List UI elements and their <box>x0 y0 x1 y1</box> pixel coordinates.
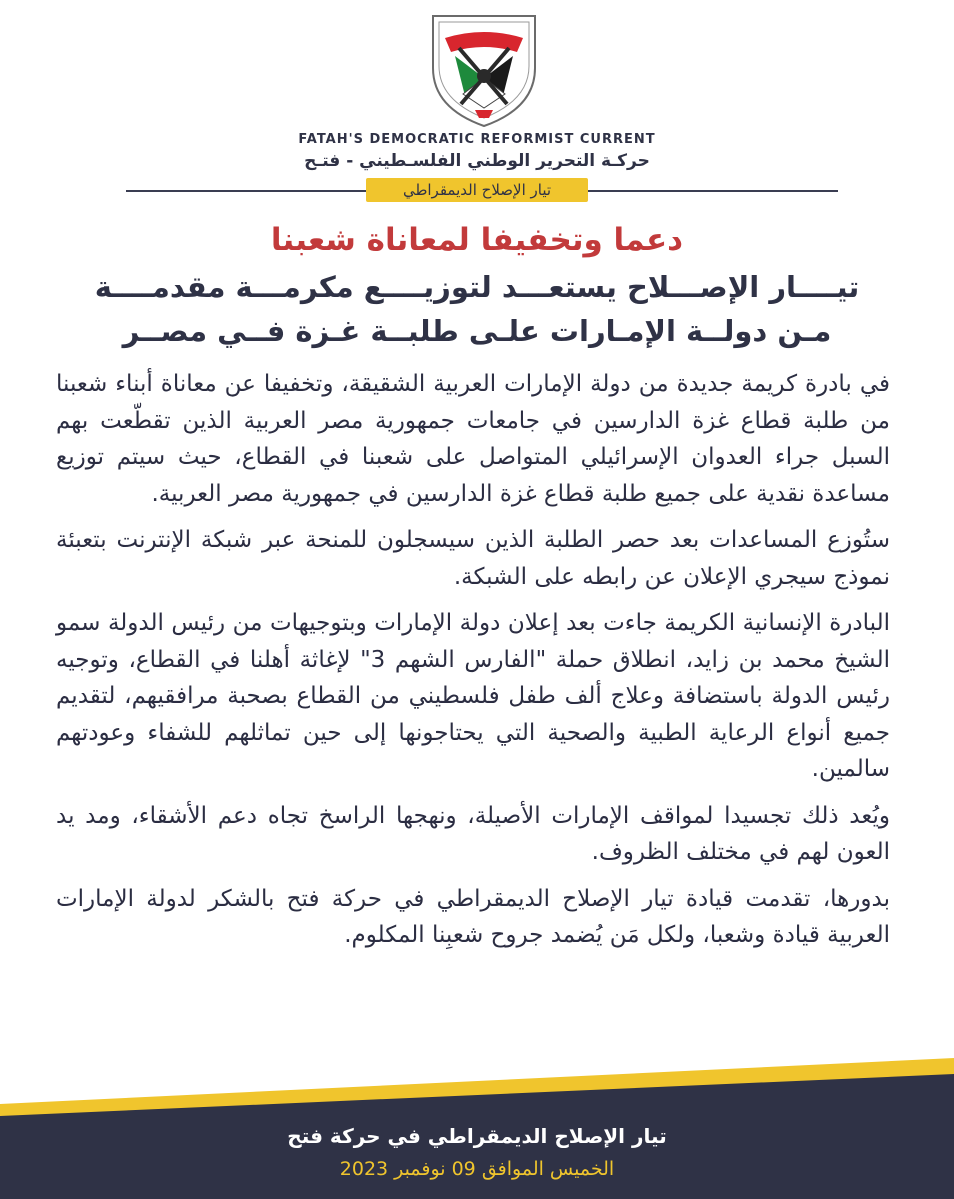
paragraph-4: ويُعد ذلك تجسيدا لمواقف الإمارات الأصيلة، ونهجها الراسخ تجاه دعم الأشقاء، ومد يد العون لهم في مختلف الظروف. <box>56 802 890 865</box>
paragraph-3: البادرة الإنسانية الكريمة جاءت بعد إعلان دولة الإمارات وبتوجيهات من رئيس الدولة سمو الشيخ محمد بن زايد، انطلاق حملة "الفارس الشهم 3" لإغاثة أهلنا في القطاع، وتوجيه رئيس الدولة باستضافة وعلاج ألف طفل فلسطيني من القطاع بصحبة مرافقيهم، لتقديم جميع أنواع الرعاية الطبية والصحية التي يحتاجونها إلى حين تماثلهم للشفاء وعودتهم سالمين. <box>56 610 890 782</box>
headline-line-2: مـن دولــة الإمـارات علـى طلبــة غـزة فــي مصــر <box>122 314 832 348</box>
paragraph-5: بدورها، تقدمت قيادة تيار الإصلاح الديمقراطي في حركة فتح بالشكر لدولة الإمارات العربية قيادة وشعبا، ولكل مَن يُضمد جروح شعبِنا المكلوم. <box>56 885 890 948</box>
footer-date: الخميس الموافق 09 نوفمبر 2023 <box>339 1158 615 1180</box>
header-divider-right <box>588 190 838 192</box>
org-name-english: FATAH'S DEMOCRATIC REFORMIST CURRENT <box>298 132 656 147</box>
paragraph-2: ستُوزع المساعدات بعد حصر الطلبة الذين سيسجلون للمنحة عبر شبكة الإنترنت بتعبئة نموذج سيجري الإعلان عن رابطه على الشبكة. <box>56 527 890 590</box>
current-label-badge: تيار الإصلاح الديمقراطي <box>366 178 588 202</box>
org-name-arabic: حركـة التحرير الوطني الفلسـطيني - فتـح <box>304 151 650 171</box>
headline-line-1: تيــــار الإصـــلاح يستعـــد لتوزيــــع مكرمـــة مقدمــــة <box>94 270 860 304</box>
headline-red: دعما وتخفيفا لمعاناة شعبنا <box>270 222 684 258</box>
article-body <box>56 366 890 964</box>
paragraph-1: في بادرة كريمة جديدة من دولة الإمارات العربية الشقيقة، وتخفيفا عن معاناة أبناء شعبنا من طلبة قطاع غزة الدارسين في جامعات جمهورية مصر العربية الذين تقطّعت بهم السبل جراء العدوان الإسرائيلي المتواصل على شعبنا في القطاع، حيث سيتم توزيع مساعدة نقدية على جميع طلبة قطاع غزة الدارسين في جمهورية مصر العربية. <box>56 371 890 507</box>
fatah-emblem-icon <box>425 8 543 128</box>
footer-title: تيار الإصلاح الديمقراطي في حركة فتح <box>287 1124 667 1148</box>
header-divider-left <box>126 190 366 192</box>
